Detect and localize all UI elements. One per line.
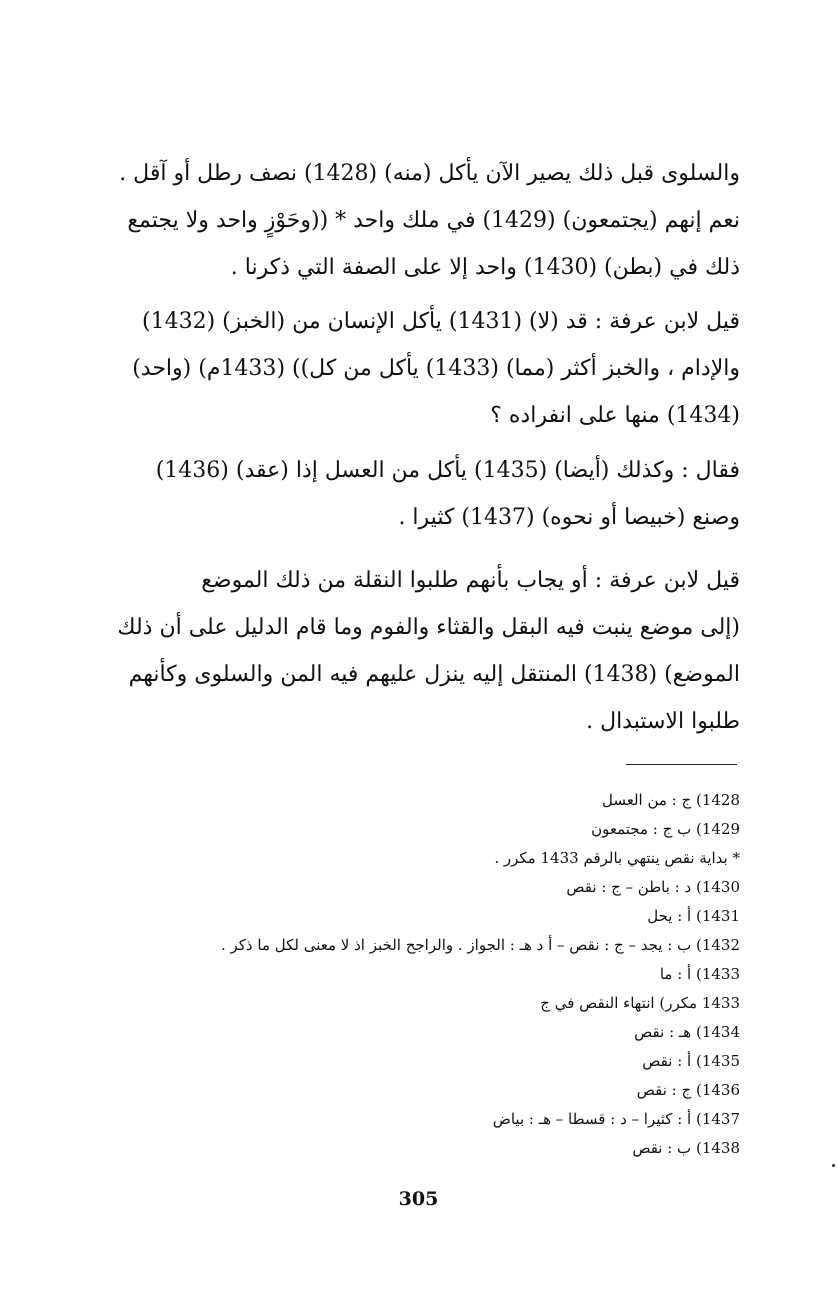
text-line: والإدام ، والخبز أكثر (مما) (1433) يأكل من كل)) (1433م) (واحد) (132, 356, 740, 381)
footnote: 1434) هـ : نقص (634, 1023, 740, 1041)
text-line: وصنع (خبيصا أو نحوه) (1437) كثيرا . (398, 505, 740, 530)
paragraph-1 (72, 150, 740, 291)
footnote-divider (626, 764, 737, 765)
text-line: الموضع) (1438) المنتقل إليه ينزل عليهم فيه المن والسلوى وكأنهم (128, 662, 740, 687)
footnote: 1431) أ : يحل (647, 907, 740, 925)
text-line: قيل لابن عرفة : أو يجاب بأنهم طلبوا النقلة من ذلك الموضع (201, 568, 740, 593)
footnote: 1432) ب : يجد – ج : نقص – أ د هـ : الجواز . والراجح الخبز اذ لا معنى لكل ما ذكر . (220, 936, 740, 954)
page-number: 305 (398, 1188, 439, 1210)
footnote: 1436) ج : نقص (636, 1081, 740, 1099)
text-line: (إلى موضع ينبت فيه البقل والقثاء والفوم وما قام الدليل على أن ذلك (117, 615, 740, 640)
paragraph-3 (72, 447, 740, 541)
text-line: ذلك في (بطن) (1430) واحد إلا على الصفة التي ذكرنا . (230, 255, 740, 280)
text-line: (1434) منها على انفراده ؟ (490, 403, 740, 428)
footnote: 1430) د : باطن – ج : نقص (566, 878, 740, 896)
footnote: * بداية نقص ينتهي بالرقم 1433 مكرر . (494, 849, 740, 867)
footnote: 1435) أ : نقص (642, 1052, 740, 1070)
footnote: 1437) أ : كثيرا – د : قسطا – هـ : بياض (492, 1110, 740, 1128)
text-line: والسلوى قبل ذلك يصير الآن يأكل (منه) (1428) نصف رطل أو آقل . (119, 161, 740, 186)
footnote: 1433) أ : ما (659, 965, 740, 983)
paragraph-2 (72, 298, 740, 439)
text-line: قيل لابن عرفة : قد (لا) (1431) يأكل الإنسان من (الخبز) (1432) (142, 309, 740, 334)
text-line: طلبوا الاستبدال . (586, 709, 740, 734)
footnote: 1433 مكرر) انتهاء النقص في ج (540, 994, 740, 1012)
footnote: 1428) ج : من العسل (601, 791, 740, 809)
scan-speck (832, 1164, 835, 1167)
footnote: 1429) ب ج : مجتمعون (591, 820, 740, 838)
text-line: نعم إنهم (يجتمعون) (1429) في ملك واحد * ((وحَوْزٍ واحد ولا يجتمع (127, 208, 740, 233)
footnotes (60, 786, 740, 1163)
text-line: فقال : وكذلك (أيضا) (1435) يأكل من العسل إذا (عقد) (1436) (155, 458, 740, 483)
footnote: 1438) ب : نقص (632, 1139, 740, 1157)
paragraph-4 (72, 557, 740, 745)
